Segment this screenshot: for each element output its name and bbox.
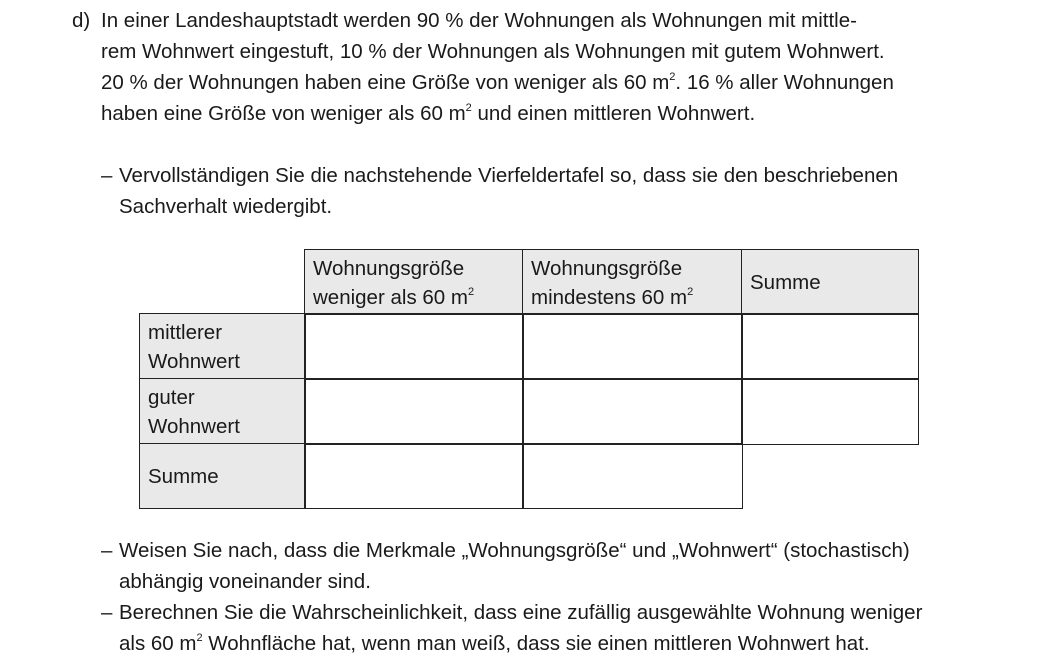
- part-label: d): [72, 9, 91, 32]
- task-2-line-2: abhängig voneinander sind.: [119, 570, 371, 593]
- intro-line-3-rest: . 16 % aller Wohnungen: [675, 71, 894, 94]
- task-2-line-1: Weisen Sie nach, dass die Merkmale „Wohnungsgröße“ und „Wohnwert“ (stochastisch): [119, 539, 910, 562]
- header-small-line-2: [313, 283, 515, 312]
- dash-bullet: –: [101, 164, 113, 187]
- task-complete-table: [101, 160, 1031, 222]
- header-small-text: weniger als 60 m: [313, 286, 468, 309]
- superscript: 2: [669, 71, 676, 84]
- row-medium-line-1: mittlerer: [148, 321, 223, 344]
- cell-medium-large[interactable]: [522, 313, 743, 380]
- superscript: 2: [465, 102, 472, 115]
- superscript: 2: [687, 286, 694, 299]
- cell-sum-small[interactable]: [304, 443, 524, 509]
- cell-good-large[interactable]: [522, 378, 743, 445]
- cell-medium-sum[interactable]: [741, 313, 919, 380]
- row-medium-line-2: Wohnwert: [148, 350, 240, 373]
- task-3-line-1: Berechnen Sie die Wahrscheinlichkeit, dass eine zufällig ausgewählte Wohnung weniger: [119, 601, 923, 624]
- header-cell-small: [304, 249, 524, 315]
- cell-medium-small[interactable]: [304, 313, 524, 380]
- header-large-text: mindestens 60 m: [531, 286, 688, 309]
- task-3-line-2-a: als 60 m: [119, 632, 197, 655]
- task-3-line-2: [101, 628, 1031, 659]
- dash-bullet: –: [101, 539, 113, 562]
- row-good-line-2: Wohnwert: [148, 415, 240, 438]
- row-sum-label: Summe: [148, 464, 219, 488]
- intro-line-3-text: 20 % der Wohnungen haben eine Größe von weniger als 60 m: [101, 71, 670, 94]
- header-cell-sum: [741, 249, 919, 315]
- header-small-line-1: Wohnungsgröße: [313, 257, 465, 280]
- row-header-medium: [139, 313, 306, 380]
- header-cell-large: [522, 249, 743, 315]
- task-1-line-2: Sachverhalt wiedergibt.: [119, 195, 333, 218]
- intro-line-4-rest: und einen mittleren Wohnwert.: [471, 102, 756, 125]
- intro-line-4-text: haben eine Größe von weniger als 60 m: [101, 102, 466, 125]
- row-good-line-1: guter: [148, 386, 195, 409]
- task-prove-dependence: [101, 535, 1031, 597]
- superscript: 2: [467, 286, 475, 299]
- header-large-line-1: Wohnungsgröße: [531, 257, 683, 280]
- task-conditional-probability: [101, 597, 1031, 659]
- row-header-sum: [139, 443, 306, 509]
- superscript: 2: [196, 632, 203, 645]
- header-large-line-2: [531, 283, 734, 312]
- intro-line-2: rem Wohnwert eingestuft, 10 % der Wohnungen als Wohnungen mit gutem Wohnwert.: [101, 40, 885, 63]
- task-3-line-2-b: Wohnfläche hat, wenn man weiß, dass sie einen mittleren Wohnwert hat.: [202, 632, 870, 655]
- header-sum-label: Summe: [750, 270, 821, 294]
- intro-line-4: [101, 98, 1031, 129]
- row-header-good: [139, 378, 306, 445]
- dash-bullet: –: [101, 601, 113, 624]
- cell-good-sum[interactable]: [741, 378, 919, 445]
- intro-line-1: In einer Landeshauptstadt werden 90 % der Wohnungen als Wohnungen mit mittle-: [101, 9, 857, 32]
- cell-sum-large[interactable]: [522, 443, 743, 509]
- task-1-line-1: Vervollständigen Sie die nachstehende Vierfeldertafel so, dass sie den beschriebenen: [119, 164, 899, 187]
- intro-line-3: [101, 67, 1031, 98]
- intro-paragraph: [101, 5, 1031, 129]
- cell-good-small[interactable]: [304, 378, 524, 445]
